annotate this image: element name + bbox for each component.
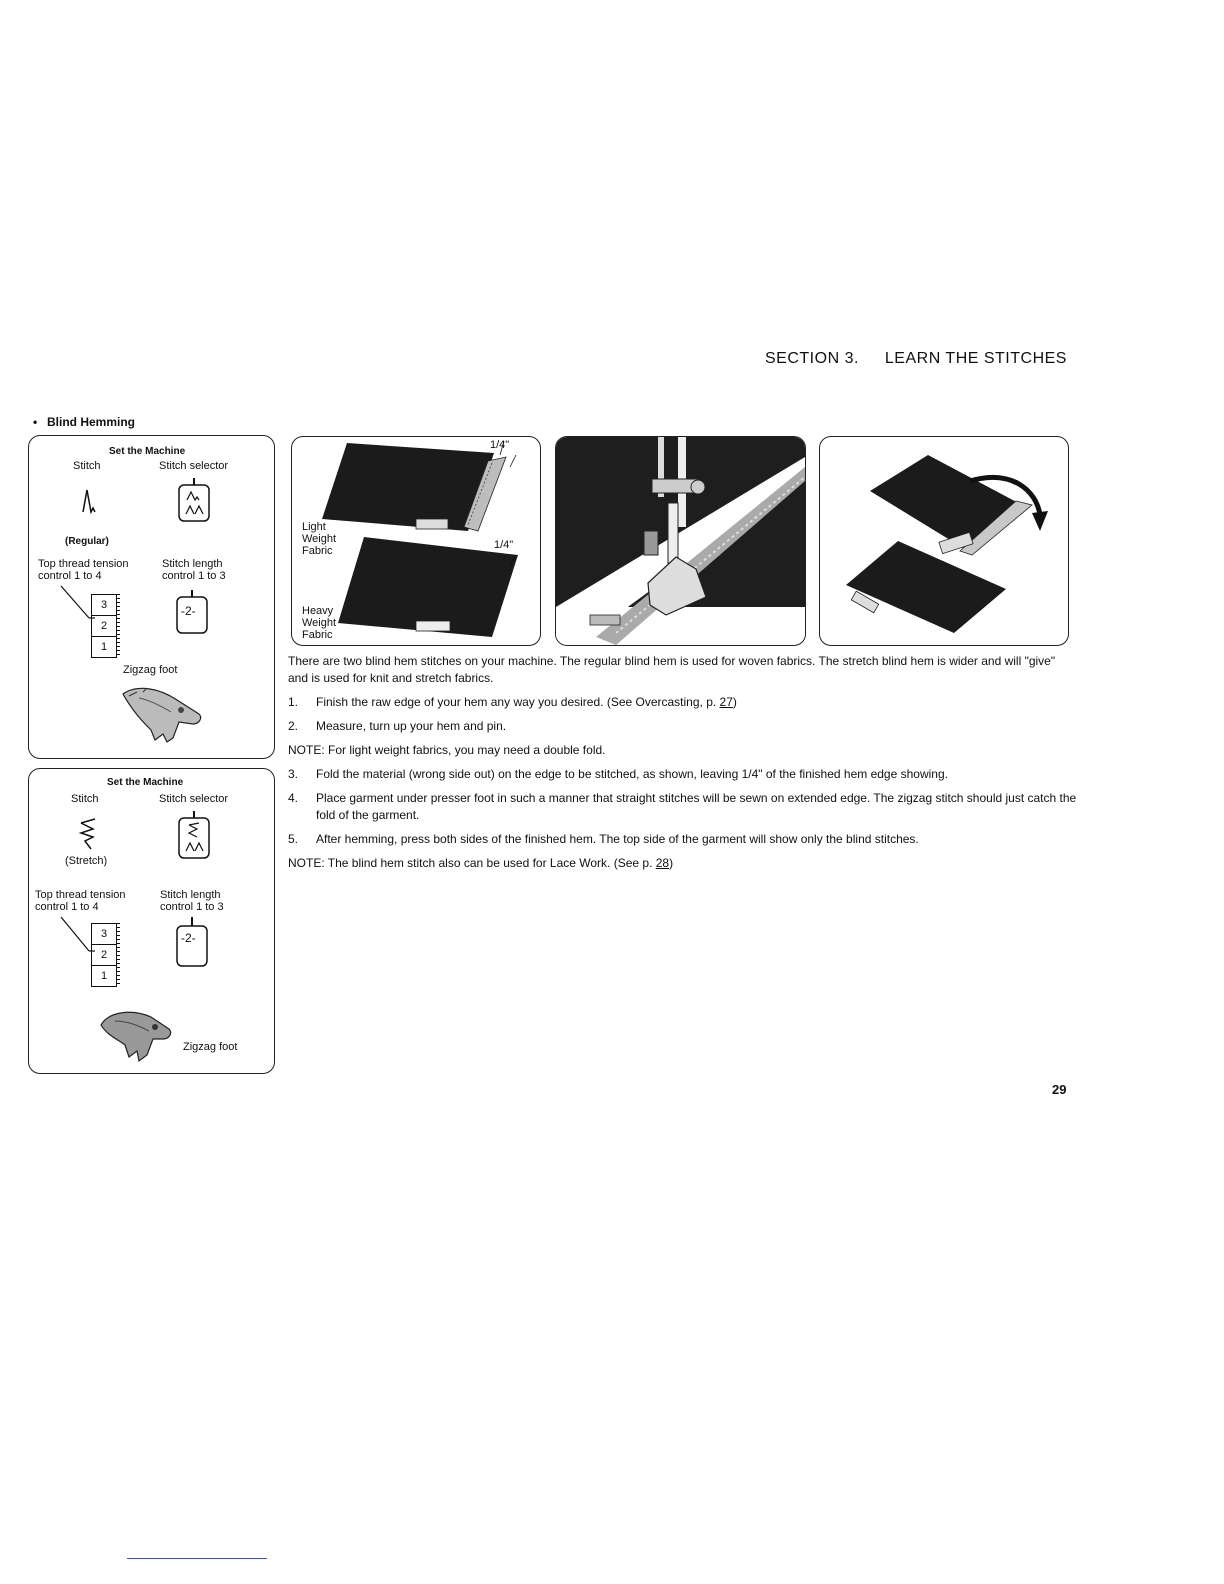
tension-dial-ticks [116,923,120,985]
stitch-selector-dial-icon [177,811,211,861]
stitch-label: Stitch [73,460,101,472]
tension-mark-1: 1 [100,970,108,982]
page-number: 29 [1052,1082,1067,1097]
presser-foot-stitching-illustration [556,437,805,645]
step-3 [288,766,1078,783]
step-number: 3. [288,767,299,781]
step-text: After hemming, press both sides of the finished hem. The top side of the garment will show only the blind stitches. [316,832,919,846]
step-text: Finish the raw edge of your hem any way you desired. (See Overcasting, p. [316,695,720,709]
folded-garment-illustration [820,437,1068,645]
tension-mark-2: 2 [92,945,116,966]
page-reference-link[interactable]: 27 [719,695,733,709]
stretch-blind-stitch-icon [77,815,99,855]
stitch-length-mark: -2- [181,604,196,618]
step-number: 2. [288,719,299,733]
step-1: 1. Finish the raw edge of your hem any way you desired. (See Overcasting, p. 27) [288,695,737,709]
note-lace-work: NOTE: The blind hem stitch also can be used for Lace Work. (See p. 28) [288,856,674,870]
length-label-line2: control 1 to 3 [160,901,224,913]
instructions-body [288,653,1078,879]
tension-control-dial [91,923,117,987]
fold-diagram-figure [291,436,541,646]
tension-dial-ticks [116,594,120,656]
tension-label-line2: control 1 to 4 [38,570,102,582]
step-5 [288,831,1078,848]
stitching-photo-figure [555,436,806,646]
pressing-diagram-figure [819,436,1069,646]
bullet-icon: • [33,415,38,429]
heading-text: Blind Hemming [47,415,136,429]
note-light-weight: NOTE: For light weight fabrics, you may need a double fold. [288,743,606,757]
step-number: 1. [288,695,299,709]
machine-settings-panel-regular [28,435,275,759]
stitch-type-label: (Stretch) [65,855,108,867]
step-4 [288,790,1078,824]
machine-settings-panel-stretch [28,768,275,1074]
stitch-type-label: (Regular) [65,536,109,547]
stitch-length-mark: -2- [181,931,196,945]
stitch-label: Stitch [71,793,99,805]
step-number: 5. [288,832,299,846]
heavy-weight-fabric-label: Heavy Weight Fabric [302,605,337,641]
intro-paragraph: There are two blind hem stitches on your machine. The regular blind hem is used for woven fabrics. The stretch blind hem is wider and will "give" and is used for knit and stretch fabrics. [288,654,1056,685]
stitch-selector-label: Stitch selector [159,793,229,805]
zigzag-foot-icon [119,682,209,746]
page-reference-link[interactable]: 28 [655,856,670,870]
tension-label-line1: Top thread tension [35,889,126,901]
tension-control-dial [91,594,117,658]
foot-label: Zigzag foot [183,1041,238,1053]
tension-mark-2: 2 [92,616,116,637]
section-header [765,350,1067,368]
top-measure-label: 1/4" [490,439,510,451]
zigzag-foot-icon [99,1005,179,1069]
foot-label: Zigzag foot [123,664,178,676]
blind-hemming-heading [33,415,135,429]
footer-rule [127,1558,267,1559]
tension-label-line2: control 1 to 4 [35,901,99,913]
length-label-line1: Stitch length [162,558,223,570]
panel-title: Set the Machine [107,777,184,788]
stitch-selector-label: Stitch selector [159,460,229,472]
length-label-line1: Stitch length [160,889,221,901]
step-number: 4. [288,791,299,805]
tension-label-line1: Top thread tension [38,558,129,570]
tension-mark-1: 1 [100,641,108,653]
tension-mark-3: 3 [92,595,116,616]
step-text: Place garment under presser foot in such a manner that straight stitches will be sewn on extended edge. The zigzag stitch should just catch the fold of the garment. [316,791,1077,822]
bottom-measure-label: 1/4" [494,539,514,551]
step-2 [288,718,1078,735]
step-text: Measure, turn up your hem and pin. [316,719,507,733]
stitch-selector-dial-icon [177,478,211,524]
panel-title: Set the Machine [109,446,186,457]
section-title: LEARN THE STITCHES [884,350,1067,367]
tension-mark-3: 3 [92,924,116,945]
regular-blind-stitch-icon [79,484,99,518]
light-weight-fabric-label: Light Weight Fabric [302,521,337,557]
length-label-line2: control 1 to 3 [162,570,226,582]
section-number: SECTION 3. [765,350,859,367]
step-text: Fold the material (wrong side out) on the edge to be stitched, as shown, leaving 1/4" of the finished hem edge showing. [316,767,948,781]
